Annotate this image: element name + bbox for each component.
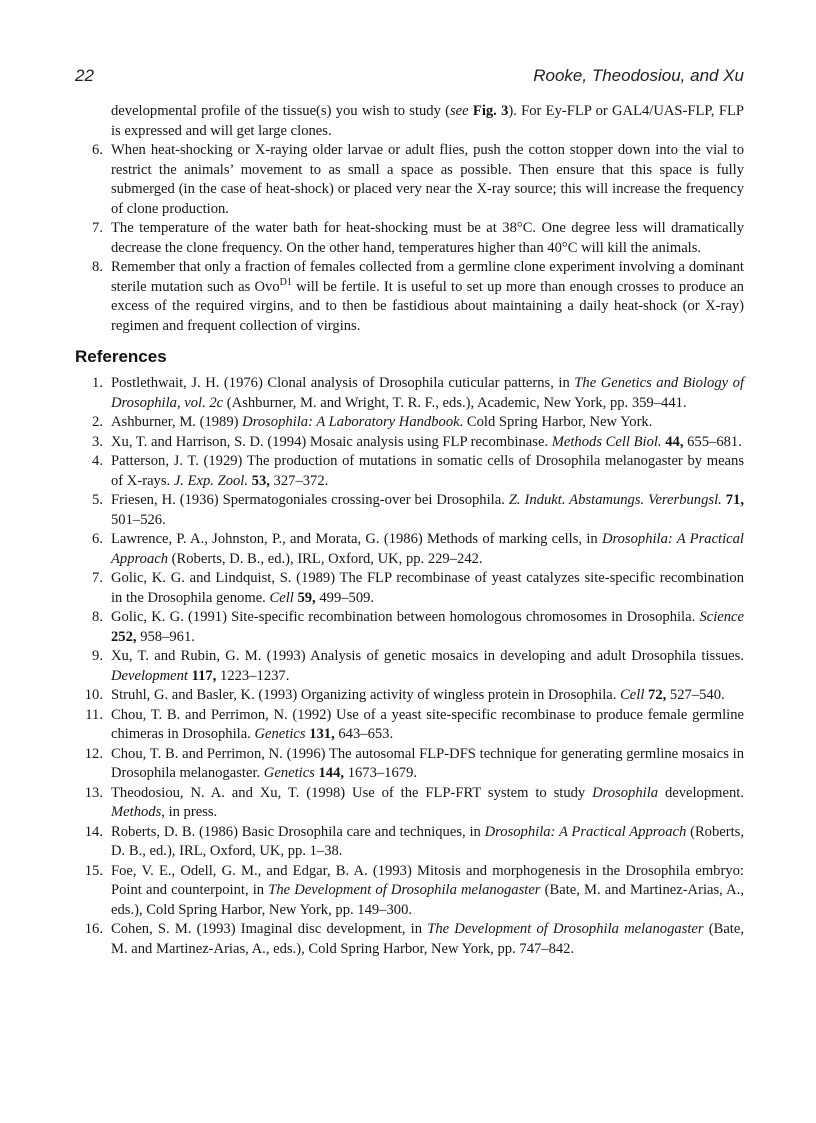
reference-text: . Cold Spring Harbor, New York. (459, 414, 653, 430)
reference-number: 10. (84, 687, 103, 703)
reference-number: 16. (84, 921, 103, 937)
reference-volume: 252, (111, 628, 137, 645)
reference-italic: Genetics (263, 765, 315, 781)
reference-item (92, 569, 744, 608)
reference-text: (Ashburner, M. and Wright, T. R. F., eds.), Academic, New York, pp. 359–441. (223, 394, 687, 411)
reference-text: Lawrence, P. A., Johnston, P., and Morata, G. (1986) Methods of marking cells, in (111, 531, 602, 547)
reference-text: 958–961. (136, 628, 195, 645)
reference-volume: 144, (314, 765, 345, 781)
reference-text: development. (658, 784, 744, 801)
reference-volume: 59, (293, 589, 316, 606)
reference-volume: 117, (188, 667, 217, 684)
reference-item (84, 823, 744, 862)
note-item-6 (92, 141, 744, 219)
body-text (0, 102, 816, 959)
reference-number: 5. (92, 492, 103, 508)
reference-text: Roberts, D. B. (1986) Basic Drosophila care and techniques, in (111, 823, 485, 840)
reference-text: , in press. (161, 804, 218, 820)
reference-number: 9. (92, 648, 103, 664)
reference-italic: Science (699, 609, 744, 625)
reference-text: 327–372. (269, 472, 329, 489)
reference-item (92, 433, 744, 453)
note-number: 6. (92, 142, 103, 158)
note-text: Remember that only a fraction of females collected from a germline clone experiment involving a dominant sterile mutation such as Ovo (111, 259, 744, 295)
reference-number: 2. (92, 414, 103, 430)
note-number: 8. (92, 259, 103, 275)
reference-item (92, 491, 745, 530)
reference-number: 7. (92, 570, 103, 586)
reference-item (92, 452, 744, 491)
reference-number: 8. (92, 609, 103, 625)
reference-italic: J. Exp. Zool. (173, 472, 249, 489)
reference-volume: 71, (721, 492, 745, 508)
reference-item (85, 706, 744, 745)
page-number: 22 (75, 66, 94, 85)
reference-text: Chou, T. B. and Perrimon, N. (1992) Use of a yeast site-specific recombinase to produce female germline chimeras in Drosophila. (111, 706, 744, 742)
reference-number: 4. (92, 453, 103, 469)
reference-text: 501–526. (111, 511, 166, 528)
note-text: When heat-shocking or X-raying older larvae or adult flies, push the cotton stopper down into the vial to restrict the animals’ movement to as small a space as possible. Then ensure that this space is fully submerged (in the case of heat-shock) or placed very near the X-ray source; this will increase the frequency of clone production. (111, 142, 744, 217)
reference-item (92, 374, 744, 413)
reference-italic: Genetics (254, 726, 306, 742)
reference-item (92, 647, 744, 686)
note-item-7 (92, 219, 744, 258)
reference-number: 3. (92, 433, 103, 450)
reference-italic: Development (111, 667, 188, 684)
reference-number: 12. (84, 745, 103, 762)
reference-list (0, 374, 816, 959)
reference-italic: The Development of Drosophila melanogaster (427, 921, 704, 937)
reference-italic: Methods Cell Biol. (551, 433, 662, 450)
reference-item (84, 745, 744, 784)
reference-number: 13. (84, 784, 103, 801)
reference-italic: Cell (269, 589, 294, 606)
superscript: D1 (279, 276, 292, 288)
reference-item (92, 530, 744, 569)
reference-text: Theodosiou, N. A. and Xu, T. (1998) Use of the FLP-FRT system to study (111, 784, 593, 801)
reference-italic: Drosophila: A Practical Approach (111, 531, 744, 567)
reference-volume: 131, (305, 726, 335, 742)
reference-italic: Z. Indukt. Abstamungs. Vererbungsl. (508, 492, 722, 508)
reference-text: Golic, K. G. (1991) Site-specific recombination between homologous chromosomes in Drosophila. (111, 609, 700, 625)
note-text: developmental profile of the tissue(s) you wish to study ( (111, 103, 450, 119)
reference-item (92, 608, 744, 647)
reference-italic: Drosophila (592, 784, 659, 801)
figure-reference: Fig. 3 (472, 103, 509, 119)
reference-text: (Bate, M. and Martinez-Arias, A., eds.), Cold Spring Harbor, New York, pp. 747–842. (111, 921, 744, 957)
reference-text: Xu, T. and Harrison, S. D. (1994) Mosaic analysis using FLP recombinase. (111, 433, 552, 450)
reference-text: 643–653. (334, 726, 394, 742)
reference-item (84, 862, 744, 921)
reference-item (92, 413, 744, 433)
reference-number: 11. (85, 706, 103, 723)
reference-text: 499–509. (315, 589, 375, 606)
reference-text: Friesen, H. (1936) Spermatogoniales crossing-over bei Drosophila. (111, 492, 509, 508)
running-head-authors: Rooke, Theodosiou, and Xu (533, 66, 744, 85)
reference-italic: Methods (111, 804, 162, 820)
reference-item (84, 686, 744, 706)
note-text: will be fertile. It is useful to set up more than enough crosses to produce an excess of the required virgins, and to then be fastidious about maintaining a daily heat-shock (or X-ray) regimen and frequent collection of virgins. (111, 278, 744, 334)
reference-text: Chou, T. B. and Perrimon, N. (1996) The autosomal FLP-DFS technique for generating germline mosaics in Drosophila melanogaster. (111, 745, 744, 781)
reference-text: Cohen, S. M. (1993) Imaginal disc development, in (111, 921, 428, 937)
reference-text: Struhl, G. and Basler, K. (1993) Organizing activity of wingless protein in Drosophila. (111, 687, 621, 703)
running-head (75, 66, 744, 86)
reference-text: 1673–1679. (344, 765, 418, 781)
reference-text: Ashburner, M. (1989) (111, 414, 243, 430)
reference-text: 527–540. (666, 687, 725, 703)
reference-number: 15. (84, 862, 103, 879)
references-heading: References (75, 347, 167, 366)
reference-text: (Bate, M. and Martinez-Arias, A., eds.), Cold Spring Harbor, New York, pp. 149–300. (111, 882, 744, 918)
reference-item (84, 920, 744, 959)
reference-text: Golic, K. G. and Lindquist, S. (1989) The FLP recombinase of yeast catalyzes site-specific recombination in the Drosophila genome. (111, 570, 744, 606)
reference-italic: Drosophila: A Laboratory Handbook (242, 414, 460, 430)
reference-text: Patterson, J. T. (1929) The production of mutations in somatic cells of Drosophila melanogaster by means of X-rays. (111, 453, 744, 489)
reference-number: 1. (92, 375, 103, 391)
reference-number: 6. (92, 531, 103, 547)
reference-item (84, 784, 744, 823)
reference-text: (Roberts, D. B., ed.), IRL, Oxford, UK, pp. 229–242. (168, 550, 483, 567)
reference-volume: 53, (248, 472, 270, 489)
reference-text: Foe, V. E., Odell, G. M., and Edgar, B. A. (1993) Mitosis and morphogenesis in the Drosophila embryo: Point and counterpoint, in (111, 862, 744, 898)
reference-text: 655–681. (683, 433, 742, 450)
note-number: 7. (92, 220, 103, 236)
reference-italic: The Development of Drosophila melanogaster (268, 882, 541, 898)
note-text: ). For Ey-FLP or GAL4/UAS-FLP, FLP is expressed and will get large clones. (111, 103, 744, 139)
reference-text: Postlethwait, J. H. (1976) Clonal analysis of Drosophila cuticular patterns, in (111, 375, 575, 391)
reference-text: 1223–1237. (216, 667, 290, 684)
note-item-8 (92, 258, 744, 336)
note-continuation (111, 102, 744, 141)
reference-number: 14. (84, 823, 103, 840)
reference-italic: The Genetics and Biology of Drosophila, vol. 2c (111, 375, 744, 411)
reference-italic: Cell (620, 687, 645, 703)
reference-italic: Drosophila: A Practical Approach (484, 823, 687, 840)
reference-volume: 72, (644, 687, 667, 703)
reference-text: Xu, T. and Rubin, G. M. (1993) Analysis of genetic mosaics in developing and adult Drosophila tissues. (111, 648, 744, 664)
note-italic: see (450, 103, 469, 119)
reference-volume: 44, (661, 433, 684, 450)
reference-text: (Roberts, D. B., ed.), IRL, Oxford, UK, pp. 1–38. (111, 823, 744, 859)
note-text: The temperature of the water bath for heat-shocking must be at 38°C. One degree less will dramatically decrease the clone frequency. On the other hand, temperatures higher than 40°C will kill the animals. (111, 220, 744, 256)
